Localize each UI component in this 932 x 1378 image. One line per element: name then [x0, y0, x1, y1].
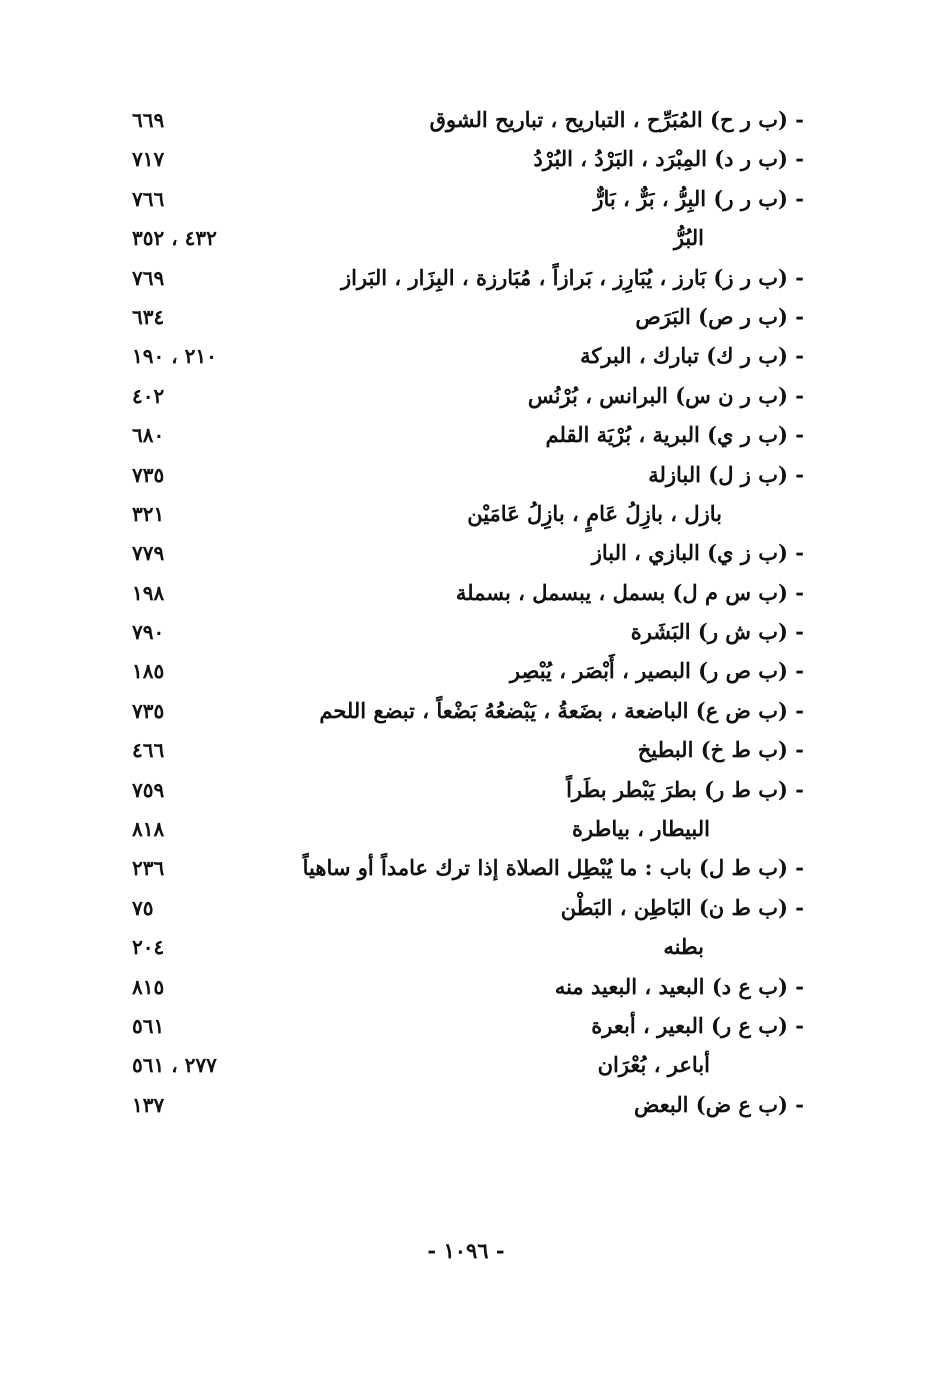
index-entry [0, 261, 932, 300]
entry-page-ref: ٧٧٩ [132, 541, 165, 566]
entry-term: - (ب ط ل) باب : ما يُبْطِل الصلاة إذا ترك عامداً أو ساهياً [302, 855, 804, 881]
entry-page-ref: ٤٦٦ [132, 738, 165, 763]
index-entry [0, 221, 932, 260]
entry-page-ref: ٦٣٤ [132, 304, 165, 329]
entry-page-ref: ٨١٥ [132, 974, 165, 999]
entry-term: - (ب ع ر) البعير ، أبعرة [591, 1012, 804, 1038]
index-entry [0, 497, 932, 536]
entry-term: - (ب ط ر) بطرَ يَبْطر بطَراً [566, 776, 804, 802]
entry-page-ref: ١٨٥ [132, 659, 165, 684]
entry-page-ref: ٦٨٠ [132, 423, 165, 448]
entry-page-ref: ٧١٧ [132, 147, 165, 172]
entry-page-ref: ٤٣٢ ، ٣٥٢ [132, 226, 217, 251]
entry-page-ref: ٢٣٦ [132, 856, 165, 881]
entry-term: - (ب ط ن) البَاطِن ، البَطْن [560, 894, 804, 920]
index-entry [0, 339, 932, 378]
entry-page-ref: ٨١٨ [132, 817, 165, 842]
index-entry [0, 458, 932, 497]
index-entry [0, 891, 932, 930]
entry-term: البيطار ، بياطرة [572, 816, 710, 842]
entry-page-ref: ٧٣٥ [132, 698, 165, 723]
index-entry [0, 654, 932, 693]
entry-page-ref: ٥٦١ [132, 1013, 165, 1038]
entry-page-ref: ٢٧٧ ، ٥٦١ [132, 1053, 217, 1078]
index-entry [0, 103, 932, 142]
index-entry [0, 182, 932, 221]
entry-term: بازل ، بازِلُ عَامٍ ، بازِلُ عَامَيْن [467, 500, 722, 526]
entry-page-ref: ١٩٨ [132, 580, 165, 605]
index-entry [0, 970, 932, 1009]
entry-page-ref: ٢١٠ ، ١٩٠ [132, 344, 217, 369]
index-entry [0, 142, 932, 181]
index-entry [0, 418, 932, 457]
index-entry [0, 812, 932, 851]
index-entry [0, 694, 932, 733]
entry-term: - (ب ع د) البعيد ، البعيد منه [554, 973, 804, 999]
index-entry [0, 930, 932, 969]
entry-term: - (ب ش ر) البَشَرة [630, 619, 804, 645]
entry-page-ref: ١٣٧ [132, 1092, 165, 1117]
index-entry [0, 851, 932, 890]
entry-page-ref: ٧٣٥ [132, 462, 165, 487]
entry-page-ref: ٧٦٦ [132, 186, 165, 211]
entry-term: البُرُّ [673, 225, 704, 251]
entry-term: - (ب ص ر) البصير ، أَبْصَر ، يُبْصِر [509, 658, 804, 684]
entry-term: - (ب ر ن س) البرانس ، بُرْنُس [527, 382, 804, 408]
index-entry [0, 576, 932, 615]
index-entry [0, 615, 932, 654]
entry-term: - (ب ر د) المِبْرَد ، البَرْدُ ، البُرْدُ [533, 146, 804, 172]
entry-page-ref: ٧٥٩ [132, 777, 165, 802]
index-entry [0, 1088, 932, 1127]
entry-term: - (ب ط خ) البطيخ [637, 737, 804, 763]
entry-term: - (ب ض ع) الباضعة ، بضَعةُ ، يَبْضعُهُ بَضْعاً ، تبضع اللحم [319, 697, 804, 723]
entry-term: - (ب ز ل) البازلة [648, 461, 804, 487]
entry-term: - (ب ر ي) البرية ، بُرْيَة القلم [545, 422, 804, 448]
index-entry [0, 1048, 932, 1087]
entry-term: - (ب ر ز) بَارز ، يُبَارِز ، بَرازاً ، مُبَارزة ، البِزَار ، البَراز [340, 264, 804, 290]
entry-term: أباعر ، بُعْرَان [597, 1052, 710, 1078]
entry-term: - (ب ر ح) المُبَرِّح ، التباريح ، تباريح الشوق [429, 107, 804, 132]
entry-term: - (ب ر ك) تبارك ، البركة [580, 343, 804, 369]
entry-page-ref: ٦٦٩ [132, 108, 165, 132]
page-number: - ١٠٩٦ - [427, 1238, 505, 1263]
entry-term: - (ب س م ل) بسمل ، يبسمل ، بسملة [455, 579, 804, 605]
index-entry [0, 773, 932, 812]
entry-page-ref: ٧٩٠ [132, 620, 165, 645]
index-entry [0, 379, 932, 418]
entry-page-ref: ٧٦٩ [132, 265, 165, 290]
index-entry [0, 536, 932, 575]
index-entry [0, 733, 932, 772]
entry-page-ref: ٢٠٤ [132, 935, 165, 960]
entry-term: بطنه [663, 934, 704, 960]
entry-term: - (ب ر ص) البَرَص [635, 303, 804, 329]
entry-term: - (ب ر ر) البِرُّ ، بَرٌّ ، بَارٌّ [593, 185, 804, 211]
entry-term: - (ب ع ض) البعض [634, 1091, 804, 1117]
index-entry [0, 300, 932, 339]
entry-page-ref: ٣٢١ [132, 501, 165, 526]
entry-term: - (ب ز ي) البازي ، الباز [591, 540, 804, 566]
index-entry [0, 1009, 932, 1048]
index-list [0, 103, 932, 1127]
entry-page-ref: ٤٠٢ [132, 383, 165, 408]
entry-page-ref: ٧٥ [132, 895, 154, 920]
